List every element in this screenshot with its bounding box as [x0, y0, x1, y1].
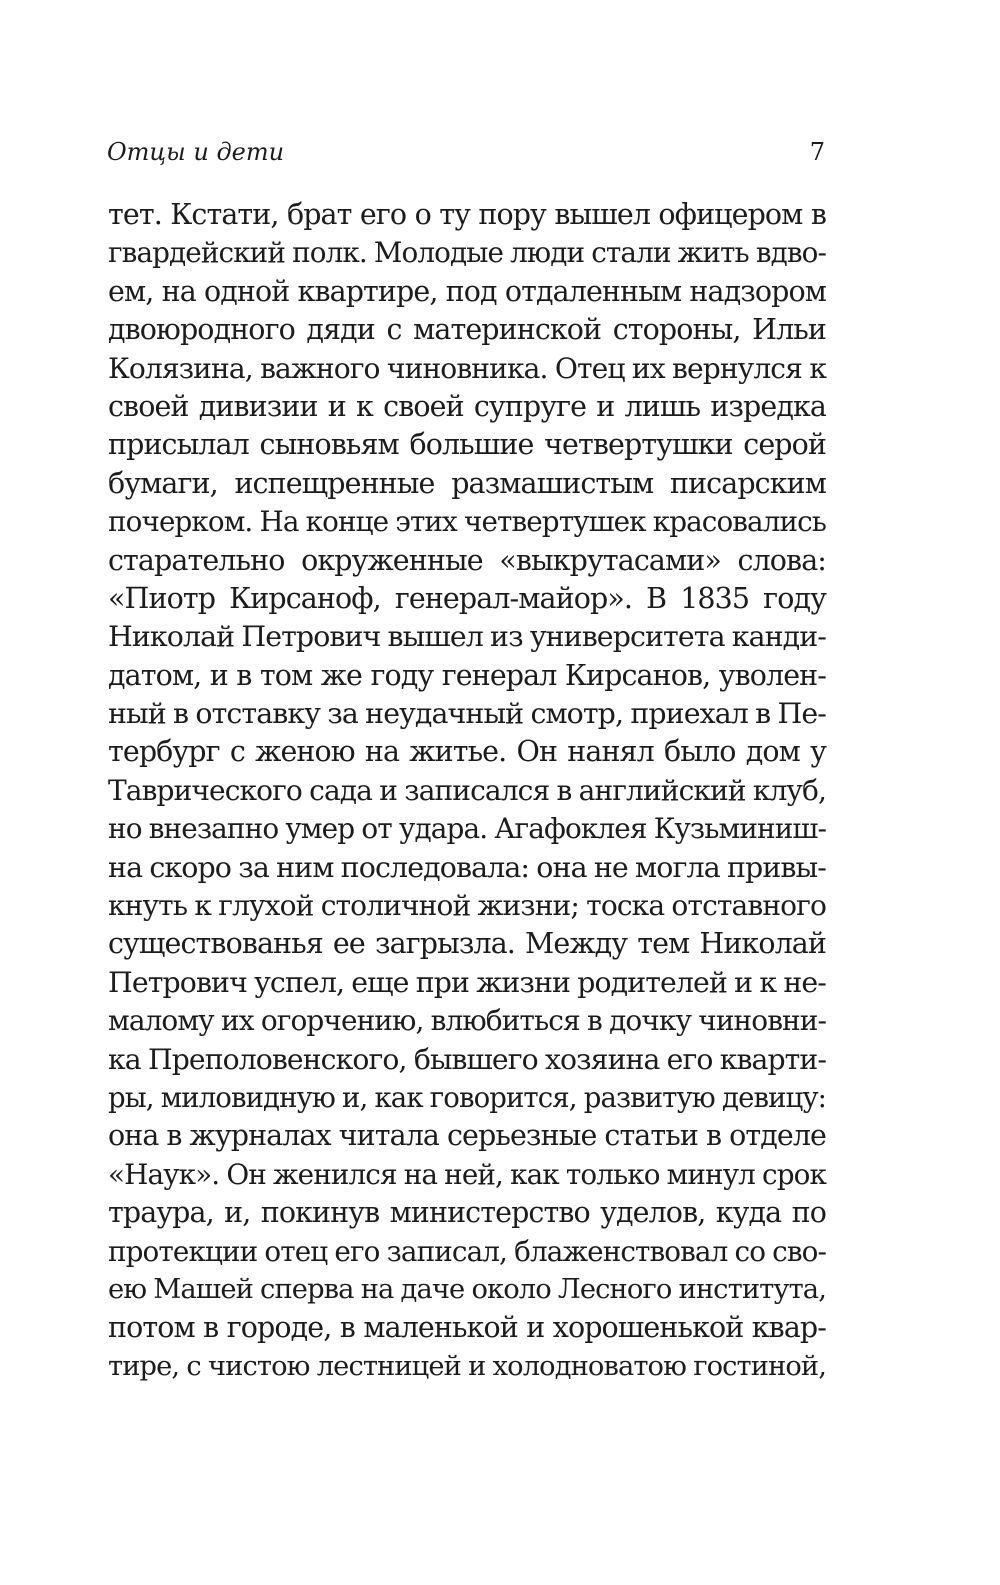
text-line: Колязина, важного чиновника. Отец их вернулся к — [108, 351, 826, 385]
text-line: Николай Петрович вышел из университета канди- — [108, 620, 826, 654]
text-line: присылал сыновьям большие четвертушки серой — [108, 428, 826, 462]
running-title: Отцы и дети — [107, 138, 285, 166]
page-number: 7 — [809, 138, 825, 166]
text-line: ею Машей сперва на даче около Лесного института, — [108, 1273, 826, 1305]
text-line: своей дивизии и к своей супруге и лишь изредка — [108, 389, 826, 423]
text-line: Петрович успел, еще при жизни родителей и к не- — [108, 965, 826, 999]
text-line: Таврического сада и записался в английский клуб, — [108, 773, 826, 807]
text-line: датом, и в том же году генерал Кирсанов, уволен- — [108, 658, 826, 692]
text-line: траура, и, покинув министерство уделов, куда по — [108, 1196, 826, 1230]
text-line: бумаги, испещренные размашистым писарским — [108, 466, 826, 500]
text-line: «Наук». Он женился на ней, как только минул срок — [108, 1157, 826, 1191]
text-line: потом в городе, в маленькой и хорошенькой квар- — [108, 1311, 826, 1345]
text-line: ры, миловидную и, как говорится, развитую девицу: — [108, 1081, 826, 1114]
text-line: гвардейский полк. Молодые люди стали жить вдво- — [108, 236, 826, 270]
text-line: кнуть к глухой столичной жизни; тоска отставного — [108, 889, 826, 923]
text-line: ка Преполовенского, бывшего хозяина его кварти- — [108, 1042, 826, 1076]
body-text — [108, 196, 826, 1386]
text-line: двоюродного дяди с материнской стороны, Ильи — [108, 313, 826, 347]
text-line: ем, на одной квартире, под отдаленным надзором — [108, 274, 826, 308]
running-head — [107, 134, 825, 170]
text-line: тире, с чистою лестницей и холодноватою гостиной, — [108, 1350, 826, 1382]
text-line: она в журналах читала серьезные статьи в отделе — [108, 1119, 826, 1153]
text-line: но внезапно умер от удара. Агафоклея Кузьминиш- — [108, 812, 826, 846]
text-line: «Пиотр Кирсаноф, генерал-майор». В 1835 году — [108, 581, 826, 615]
text-line: существованья ее загрызла. Между тем Николай — [108, 927, 826, 961]
text-line: малому их огорчению, влюбиться в дочку чиновни- — [108, 1004, 826, 1038]
text-line: ный в отставку за неудачный смотр, приехал в Пе- — [108, 697, 826, 731]
text-line: на скоро за ним последовала: она не могла привы- — [108, 850, 826, 884]
text-line: почерком. На конце этих четвертушек красовались — [108, 505, 826, 539]
text-line: старательно окруженные «выкрутасами» слова: — [108, 543, 826, 577]
text-line: тет. Кстати, брат его о ту пору вышел офицером в — [108, 198, 826, 231]
text-line: протекции отец его записал, блаженствовал со сво- — [108, 1234, 826, 1268]
text-line: тербург с женою на житье. Он нанял было дом у — [108, 735, 826, 769]
